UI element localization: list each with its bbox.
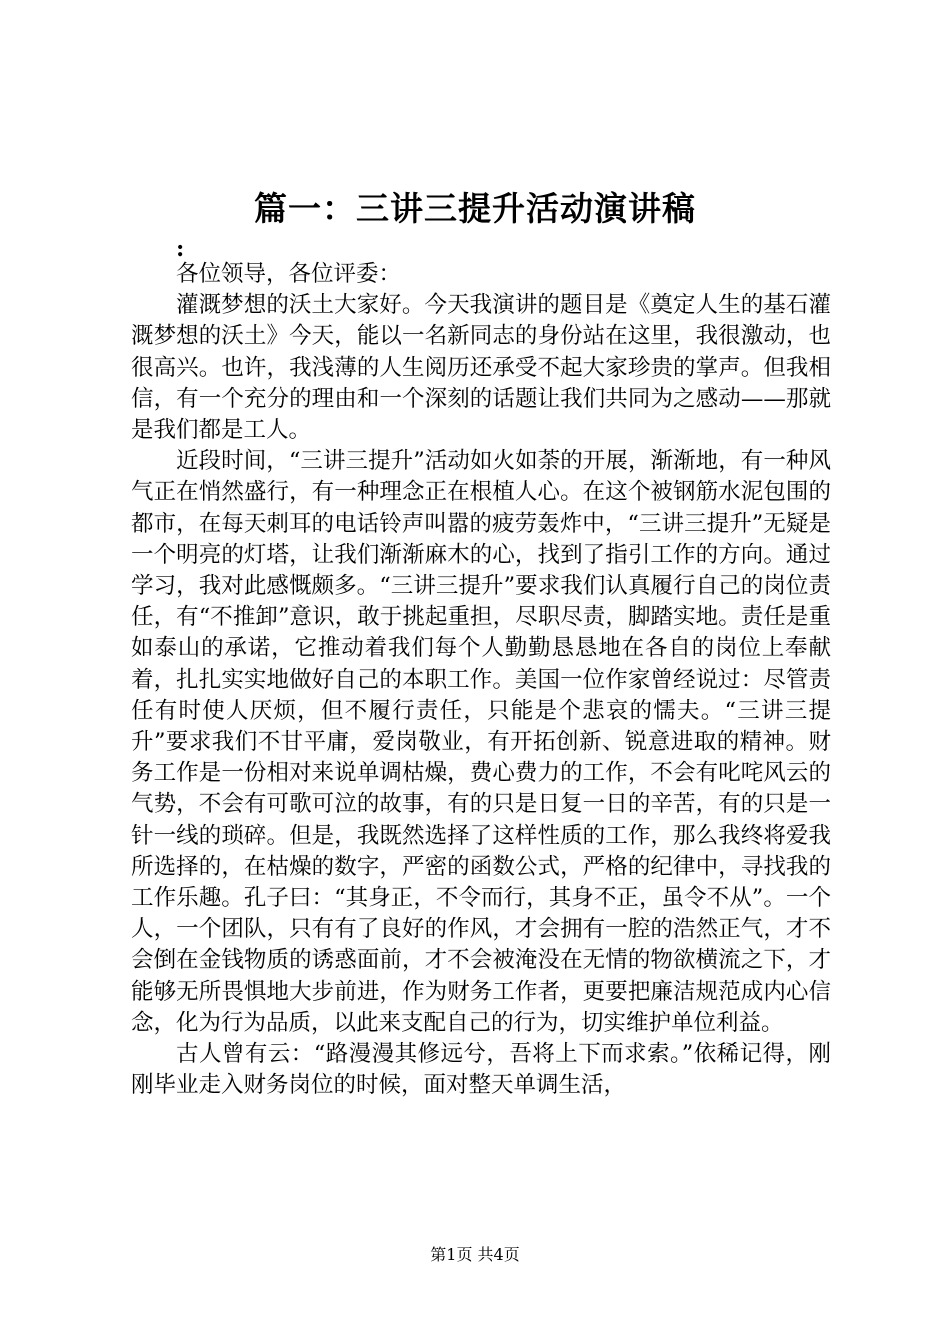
colon-line: : bbox=[176, 236, 185, 262]
salutation-paragraph: 各位领导，各位评委： bbox=[176, 261, 402, 287]
page-title: 篇一：三讲三提升活动演讲稿 bbox=[254, 189, 696, 228]
closing-paragraph: 古人曾有云：“路漫漫其修远兮，吾将上下而求索。”依稀记得，刚刚毕业走入财务岗位的时候，面对整天单调生活， bbox=[131, 1041, 831, 1099]
page-footer: 第1页 共4页 bbox=[430, 1245, 520, 1264]
main-paragraph: 近段时间，“三讲三提升”活动如火如荼的开展，渐渐地，有一种风气正在悄然盛行，有一种理念正在根植人心。在这个被钢筋水泥包围的都市，在每天刺耳的电话铃声叫嚣的疲劳轰炸中，“三讲三提升”无疑是一个明亮的灯塔，让我们渐渐麻木的心，找到了指引工作的方向。通过学习，我对此感慨颇多。“三讲三提升”要求我们认真履行自己的岗位责任，有“不推卸”意识，敢于挑起重担，尽职尽责，脚踏实地。责任是重如泰山的承诺，它推动着我们每个人勤勤恳恳地在各自的岗位上奉献着，扎扎实实地做好自己的本职工作。美国一位作家曾经说过：尽管责任有时使人厌烦，但不履行责任，只能是个悲哀的懦夫。“三讲三提升”要求我们不甘平庸，爱岗敬业，有开拓创新、锐意进取的精神。财务工作是一份相对来说单调枯燥，费心费力的工作，不会有叱咤风云的气势，不会有可歌可泣的故事，有的只是日复一日的辛苦，有的只是一针一线的琐碎。但是，我既然选择了这样性质的工作，那么我终将爱我所选择的，在枯燥的数字，严密的函数公式，严格的纪律中，寻找我的工作乐趣。孔子曰：“其身正，不令而行，其身不正，虽令不从”。一个人，一个团队，只有有了良好的作风，才会拥有一腔的浩然正气，才不会倒在金钱物质的诱惑面前，才不会被淹没在无情的物欲横流之下，才能够无所畏惧地大步前进，作为财务工作者，更要把廉洁规范成内心信念，化为行为品质，以此来支配自己的行为，切实维护单位利益。 bbox=[131, 448, 831, 1036]
document-body bbox=[131, 236, 831, 1101]
intro-paragraph: 灌溉梦想的沃土大家好。今天我演讲的题目是《奠定人生的基石灌溉梦想的沃土》今天，能以一名新同志的身份站在这里，我很激动，也很高兴。也许，我浅薄的人生阅历还承受不起大家珍贵的掌声。但我相信，有一个充分的理由和一个深刻的话题让我们共同为之感动——那就是我们都是工人。 bbox=[131, 292, 831, 444]
